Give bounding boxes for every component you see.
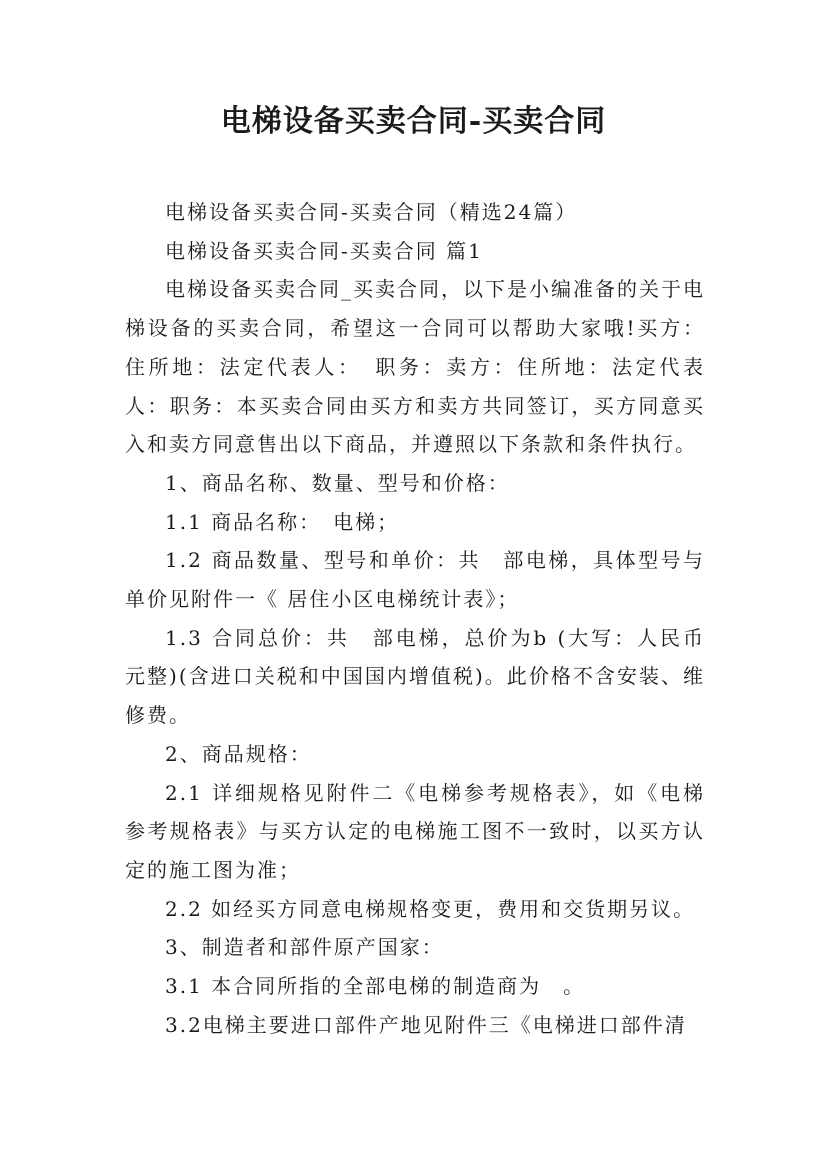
paragraph-clause-1-3: 1.3 合同总价：共 部电梯，总价为b (大写：人民币元整)(含进口关税和中国国内增值税)。此价格不含安装、维修费。 [125,625,705,728]
paragraph-clause-1-1: 1.1 商品名称： 电梯； [165,509,400,534]
paragraph-clause-3-1: 3.1 本合同所指的全部电梯的制造商为 。 [165,974,586,999]
paragraph-clause-2-1: 2.1 详细规格见附件二《电梯参考规格表》，如《电梯参考规格表》与买方认定的电梯施工图不一致时，以买方认定的施工图为准； [125,780,705,882]
paragraph-clause-2: 2、商品规格： [165,741,312,766]
paragraph-clause-3-2: 3.2电梯主要进口部件产地见附件三《电梯进口部件清 [165,1012,687,1037]
paragraph-intro: 电梯设备买卖合同_买卖合同，以下是小编准备的关于电梯设备的买卖合同，希望这一合同可以帮助大家哦!买方：住所地：法定代表人： 职务：卖方：住所地：法定代表人：职务：本买卖合同由买方和卖方共同签订，买方同意买入和卖方同意售出以下商品，并遵照以下条款和条件执行。 [125,277,705,457]
document-title: 电梯设备买卖合同-买卖合同 [220,104,607,139]
paragraph-section-heading: 电梯设备买卖合同-买卖合同 篇1 [165,238,483,263]
paragraph-clause-1-2: 1.2 商品数量、型号和单价：共 部电梯，具体型号与单价见附件一《 居住小区电梯统计表》； [125,548,705,612]
paragraph-clause-3: 3、制造者和部件原产国家： [165,935,444,960]
paragraph-clause-2-2: 2.2 如经买方同意电梯规格变更，费用和交货期另议。 [165,896,696,921]
document-body [125,193,705,1044]
paragraph-subtitle: 电梯设备买卖合同-买卖合同（精选24篇） [165,200,578,224]
paragraph-clause-1: 1、商品名称、数量、型号和价格： [165,470,510,495]
